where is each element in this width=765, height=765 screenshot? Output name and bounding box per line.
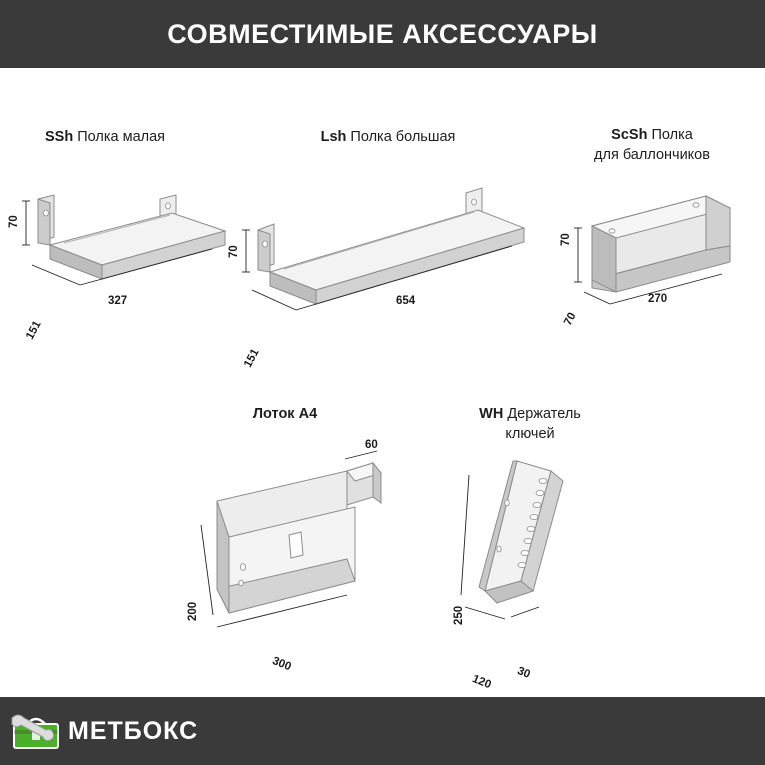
accessory-wh-drawing [455,455,635,635]
accessory-tray-a4 [165,393,415,693]
accessory-ssh-dim-width: 327 [108,295,128,307]
accessory-tray-code: Лоток [252,406,295,422]
accessory-wh-dim-width: 120 [470,673,493,692]
accessory-tray-name: A4 [298,406,318,422]
accessory-scsh-dim-depth: 70 [562,310,579,328]
accessory-ssh-drawing [20,193,240,323]
accessory-lsh-drawing [238,190,538,330]
accessory-scsh-dim-width: 270 [648,293,668,305]
accessory-wh-caption [420,405,640,444]
accessory-lsh-caption [278,128,498,148]
accessory-ssh-small-shelf [0,68,240,342]
brand-logo[interactable] [8,703,199,759]
accessory-tray-dim-width: 300 [270,655,293,674]
accessories-diagram [0,68,765,697]
accessory-lsh-dim-width: 654 [396,295,416,307]
accessory-ssh-code: SSh [44,129,74,145]
accessory-ssh-name: Полка малая [77,129,166,145]
accessory-ssh-dim-depth: 151 [24,319,44,342]
accessory-tray-dim-depth: 60 [365,439,378,451]
accessory-tray-dim-height: 200 [187,601,199,621]
accessory-lsh-dim-height: 70 [228,245,240,258]
accessory-scsh-code: ScSh [611,127,648,143]
accessory-wh-dim-height: 250 [453,605,465,625]
accessory-ssh-dim-height: 70 [8,215,20,228]
accessory-scsh-name: Полка [651,127,693,143]
accessory-lsh-name: Полка большая [350,129,456,145]
accessory-wh-name: Держатель [507,406,581,422]
accessory-scsh-dim-height: 70 [560,233,572,246]
accessory-scsh-caption [542,126,762,165]
accessory-wh-code: WH [479,406,504,422]
accessory-wh-dim-thickness: 30 [515,665,532,681]
brand-name: МЕТБОКС [68,716,199,745]
accessory-lsh-dim-depth: 151 [242,347,262,370]
accessory-scsh-name2: для баллончиков [594,146,710,163]
accessory-tray-drawing [177,463,407,633]
accessory-scsh-spray-shelf [550,68,765,328]
accessory-wh-wrench-holder [415,393,635,693]
accessory-lsh-code: Lsh [320,129,347,145]
page-title: СОВМЕСТИМЫЕ АКСЕССУАРЫ [167,18,598,49]
accessory-ssh-caption [0,128,215,148]
accessory-wh-name2: ключей [505,425,555,442]
toolbox-with-wrench-icon [8,708,64,754]
page-header [0,0,765,68]
page-footer [0,697,765,765]
accessory-lsh-large-shelf [228,68,548,370]
accessory-tray-caption [175,405,395,425]
